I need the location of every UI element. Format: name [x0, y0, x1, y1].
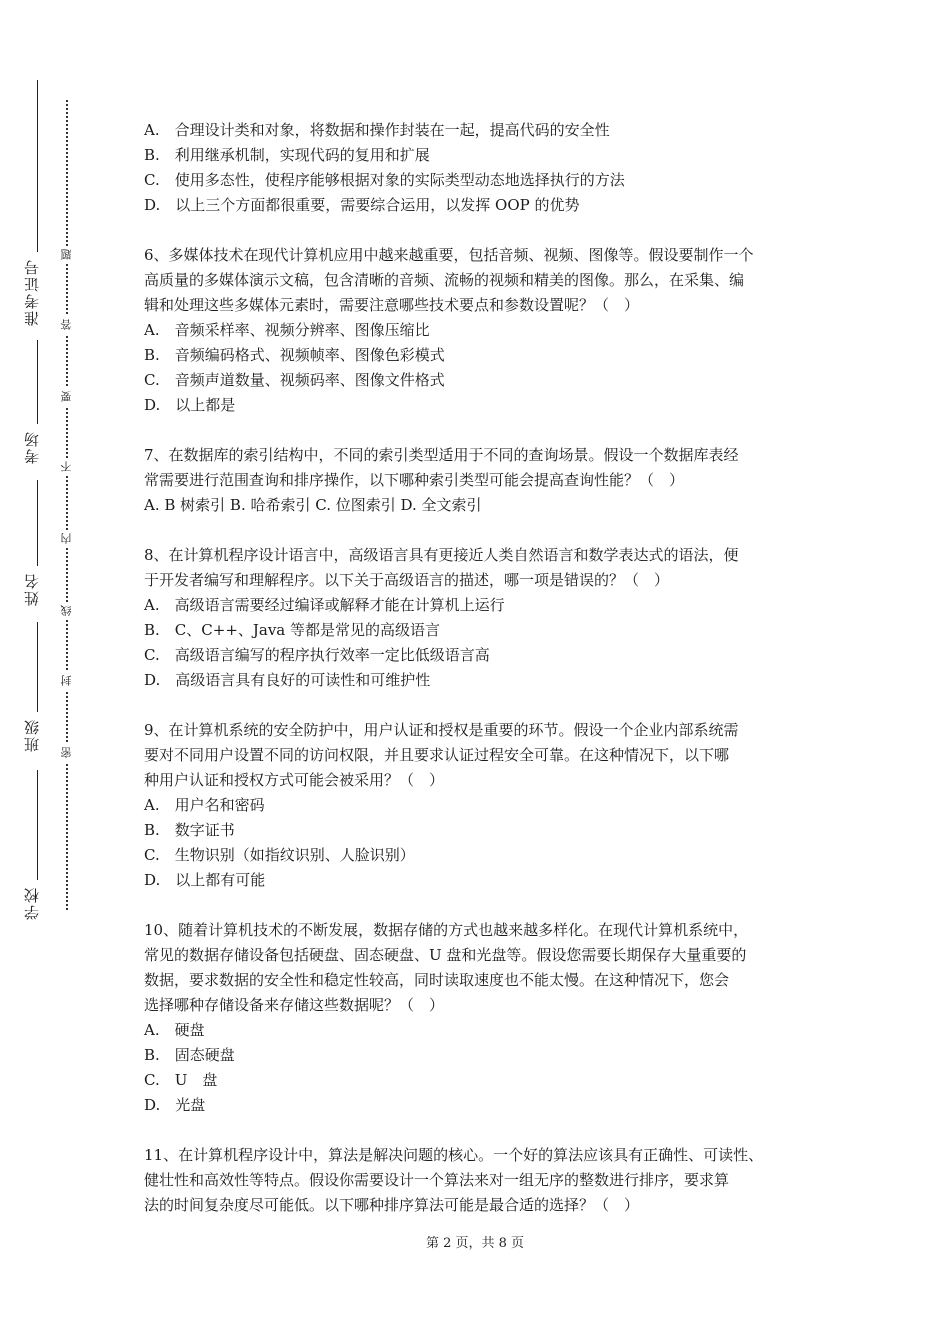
question-stem-line: 10、随着计算机技术的不断发展，数据存储的方式也越来越多样化。在现代计算机系统中， [144, 921, 749, 939]
class-label: 班级 [23, 718, 41, 752]
option-a: A. 音频采样率、视频分辨率、图像压缩比 [144, 321, 430, 339]
question-8 [144, 543, 812, 693]
option-a: A. 合理设计类和对象，将数据和操作封装在一起，提高代码的安全性 [144, 121, 610, 139]
question-9 [144, 718, 812, 893]
exam-number-field [20, 258, 44, 326]
option-a: A. 用户名和密码 [144, 796, 265, 814]
question-stem-line: 8、在计算机程序设计语言中，高级语言具有更接近人类自然语言和数学表达式的语法，便 [144, 546, 739, 564]
option-b: B. C、C++、Java 等都是常见的高级语言 [144, 621, 441, 639]
seal-char: 题 [58, 246, 76, 264]
school-line [37, 770, 38, 880]
option-d: D. 以上都有可能 [144, 871, 266, 889]
option-c: C. 生物识别（如指纹识别、人脸识别） [144, 846, 415, 864]
name-line [37, 480, 38, 566]
question-5-options [144, 118, 812, 218]
question-content [144, 118, 812, 1218]
question-stem-line: 健壮性和高效性等特点。假设你需要设计一个算法来对一组无序的整数进行排序，要求算 [144, 1171, 730, 1189]
question-stem-line: 法的时间复杂度尽可能低。以下哪种排序算法可能是最合适的选择？（ ） [144, 1196, 640, 1214]
question-stem-line: 于开发者编写和理解程序。以下关于高级语言的描述，哪一项是错误的？（ ） [144, 571, 670, 589]
seal-char: 封 [58, 672, 76, 690]
seal-char: 答 [58, 316, 76, 334]
seal-char: 不 [58, 458, 76, 476]
name-field [20, 572, 44, 606]
options-inline: A. B 树索引 B. 哈希索引 C. 位图索引 D. 全文索引 [144, 496, 482, 514]
question-11 [144, 1143, 812, 1218]
exam-number-label: 准考证号 [23, 258, 41, 326]
seal-char: 线 [58, 602, 76, 620]
seal-char: 内 [58, 530, 76, 548]
class-field [20, 718, 44, 752]
binding-margin [0, 0, 100, 1344]
exam-number-line [37, 80, 38, 252]
option-b: B. 音频编码格式、视频帧率、图像色彩模式 [144, 346, 445, 364]
question-stem-line: 7、在数据库的索引结构中，不同的索引类型适用于不同的查询场景。假设一个数据库表经 [144, 446, 739, 464]
exam-room-label: 考场 [23, 430, 41, 464]
seal-dotted-line [66, 100, 68, 910]
exam-room-field [20, 430, 44, 464]
option-c: C. U 盘 [144, 1071, 218, 1089]
option-a: A. 硬盘 [144, 1021, 205, 1039]
option-b: B. 数字证书 [144, 821, 235, 839]
question-stem-line: 辑和处理这些多媒体元素时，需要注意哪些技术要点和参数设置呢？（ ） [144, 296, 640, 314]
option-b: B. 固态硬盘 [144, 1046, 235, 1064]
option-d: D. 以上三个方面都很重要，需要综合运用，以发挥 OOP 的优势 [144, 196, 580, 214]
question-6 [144, 243, 812, 418]
option-c: C. 音频声道数量、视频码率、图像文件格式 [144, 371, 445, 389]
option-c: C. 高级语言编写的程序执行效率一定比低级语言高 [144, 646, 490, 664]
option-d: D. 以上都是 [144, 396, 236, 414]
question-stem-line: 9、在计算机系统的安全防护中，用户认证和授权是重要的环节。假设一个企业内部系统需 [144, 721, 739, 739]
option-d: D. 光盘 [144, 1096, 206, 1114]
option-b: B. 利用继承机制，实现代码的复用和扩展 [144, 146, 430, 164]
question-stem-line: 常见的数据存储设备包括硬盘、固态硬盘、U 盘和光盘等。假设您需要长期保存大量重要的 [144, 946, 747, 964]
name-label: 姓名 [23, 572, 41, 606]
question-10 [144, 918, 812, 1118]
question-stem-line: 种用户认证和授权方式可能会被采用？（ ） [144, 771, 445, 789]
question-stem-line: 高质量的多媒体演示文稿，包含清晰的音频、流畅的视频和精美的图像。那么，在采集、编 [144, 271, 745, 289]
seal-char: 密 [58, 744, 76, 762]
option-d: D. 高级语言具有良好的可读性和可维护性 [144, 671, 431, 689]
school-field [20, 886, 44, 920]
question-stem-line: 11、在计算机程序设计中，算法是解决问题的核心。一个好的算法应该具有正确性、可读性、 [144, 1146, 764, 1164]
class-line [37, 622, 38, 712]
page-footer: 第 2 页，共 8 页 [425, 1236, 525, 1251]
school-label: 学校 [23, 886, 41, 920]
question-stem-line: 6、多媒体技术在现代计算机应用中越来越重要，包括音频、视频、图像等。假设要制作一个 [144, 246, 754, 264]
seal-char: 要 [58, 388, 76, 406]
question-stem-line: 数据，要求数据的安全性和稳定性较高，同时读取速度也不能太慢。在这种情况下，您会 [144, 971, 730, 989]
option-a: A. 高级语言需要经过编译或解释才能在计算机上运行 [144, 596, 505, 614]
question-stem-line: 要对不同用户设置不同的访问权限，并且要求认证过程安全可靠。在这种情况下，以下哪 [144, 746, 730, 764]
question-stem-line: 选择哪种存储设备来存储这些数据呢？（ ） [144, 996, 445, 1014]
exam-room-line [37, 340, 38, 424]
question-stem-line: 常需要进行范围查询和排序操作，以下哪种索引类型可能会提高查询性能？（ ） [144, 471, 685, 489]
option-c: C. 使用多态性，使程序能够根据对象的实际类型动态地选择执行的方法 [144, 171, 625, 189]
question-7 [144, 443, 812, 518]
